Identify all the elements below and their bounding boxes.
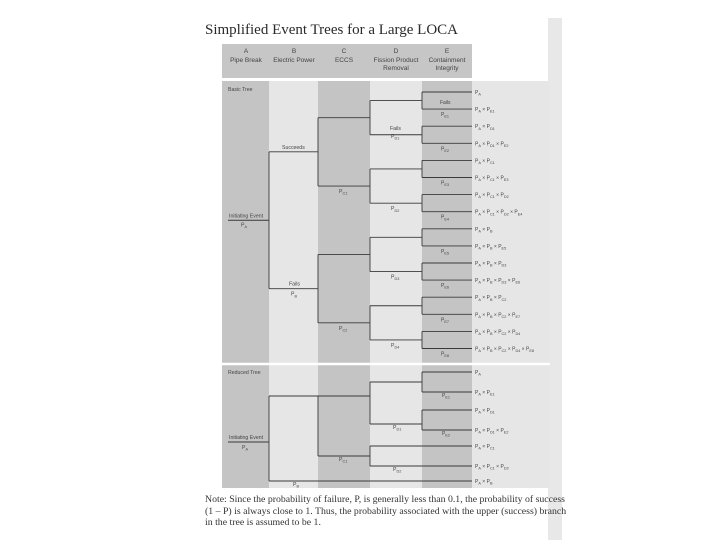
- column-name: Electric Power: [273, 57, 315, 64]
- fails-d-prob: $P_{D1}$: [391, 133, 400, 141]
- reduced-col-c-shade: [318, 364, 370, 488]
- outcome-label: $P_A \times P_B \times P_{D3}$: [475, 261, 507, 268]
- reduced-tree-label: Reduced Tree: [228, 370, 261, 376]
- e-prob-label: $P_{E6}$: [441, 283, 449, 290]
- reduced-col-e-shade: [422, 364, 472, 488]
- basic-col-a-shade: [222, 81, 269, 364]
- outcome-label: $P_A \times P_{E1}$: [475, 390, 495, 397]
- note-line-2: (1 – P) is always close to 1. Thus, the probability associated with the upper (success) branch: [205, 505, 567, 517]
- fails-d-label: Fails: [390, 125, 401, 132]
- outcome-label: $P_A \times P_B$: [475, 479, 493, 486]
- outcome-label: $P_A \times P_B \times P_{C2} \times P_{E7}$: [475, 312, 521, 319]
- column-name-line2: Removal: [383, 65, 409, 72]
- outcome-label: $P_A \times P_B \times P_{E5}$: [475, 243, 507, 251]
- fails-e-label: Fails: [440, 100, 451, 107]
- initiating-event-label: Initiating Event: [229, 213, 264, 220]
- outcome-label: $P_A \times P_{C1} \times P_{D2} \times P_{E4}$: [475, 209, 523, 217]
- c-prob-label: $P_{C2}$: [339, 325, 348, 333]
- column-letter: D: [393, 48, 399, 55]
- fails-prob: $P_B$: [291, 291, 298, 299]
- d-prob-label: $P_{D4}$: [391, 342, 400, 350]
- e-prob-label: $P_{E8}$: [441, 351, 449, 359]
- column-name: Fission Product: [373, 57, 419, 64]
- outcome-label: $P_A \times P_{C1} \times P_{D2}$: [475, 464, 509, 471]
- outcome-label: $P_A \times P_{C1} \times P_{E3}$: [475, 175, 509, 183]
- c-prob-label: $P_{C1}$: [339, 189, 348, 196]
- outcome-label: $P_A \times P_{D1}$: [475, 124, 495, 131]
- figure-title: Simplified Event Trees for a Large LOCA: [205, 22, 459, 38]
- column-name: ECCS: [334, 57, 354, 64]
- column-letter: B: [291, 48, 297, 55]
- outcome-label: $P_A \times P_{D1} \times P_{E2}$: [475, 141, 509, 148]
- outcome-label: $P_A \times P_{C1} \times P_{D2}$: [475, 192, 509, 200]
- column-letter: E: [444, 48, 450, 55]
- initiating-event-label: Initiating Event: [229, 435, 264, 441]
- outcome-label: $P_A \times P_{C1}$: [475, 158, 495, 165]
- initiating-prob: $P_A$: [242, 445, 249, 452]
- e-prob-label: $P_{E7}$: [441, 317, 449, 324]
- outcome-label: $P_A$: [475, 370, 481, 377]
- outcome-label: $P_A \times P_B \times P_{C2} \times P_{D4} \times P_{E8}$: [475, 346, 534, 354]
- e-prob-label: $P_{E5}$: [441, 248, 449, 256]
- outcome-label: $P_A \times P_B \times P_{C2}$: [475, 295, 507, 302]
- footnote: [205, 494, 565, 529]
- column-name: Containment: [428, 57, 466, 64]
- d-prob-label: $P_{D3}$: [391, 274, 400, 282]
- outcome-label: $P_A \times P_{C1}$: [475, 444, 495, 451]
- d-prob-label: $P_{D2}$: [393, 467, 402, 474]
- outcome-label: $P_A \times P_B \times P_{D3} \times P_{E6}$: [475, 278, 521, 285]
- basic-col-c-shade: [318, 81, 370, 364]
- outcome-label: $P_A$: [475, 90, 481, 97]
- e-prob-label: $P_{E3}$: [441, 180, 449, 188]
- d-prob-label: $P_{D2}$: [391, 206, 400, 213]
- e-prob-label: $P_{E1}$: [442, 393, 450, 400]
- basic-tree-panel: [222, 81, 550, 364]
- outcome-label: $P_A \times P_{E1}$: [475, 107, 495, 114]
- column-letter: A: [243, 48, 249, 55]
- basic-tree-label: Basic Tree: [228, 87, 253, 93]
- column-name-line2: Integrity: [435, 65, 459, 72]
- note-line-1: Note: Since the probability of failure, P, is generally less than 0.1, the probability of success: [205, 494, 565, 505]
- fails-e-prob: $P_{E1}$: [441, 112, 449, 119]
- d-prob-label: $P_{D1}$: [393, 425, 402, 432]
- e-prob-label: $P_{E2}$: [442, 431, 450, 438]
- note-line-3: in the tree is assumed to be 1.: [205, 517, 321, 528]
- reduced-col-a-shade: [222, 364, 269, 488]
- b-prob: $P_B$: [293, 482, 300, 489]
- outcome-label: $P_A \times P_B$: [475, 226, 493, 234]
- succeeds-label: Succeeds: [282, 144, 305, 151]
- fails-label: Fails: [289, 281, 300, 288]
- column-name: Pipe Break: [230, 57, 262, 64]
- e-prob-label: $P_{E2}$: [441, 146, 449, 153]
- outcome-label: $P_A \times P_{D1} \times P_{E2}$: [475, 428, 509, 435]
- e-prob-label: $P_{E4}$: [441, 214, 449, 222]
- outcome-label: $P_A \times P_B \times P_{C2} \times P_{D4}$: [475, 329, 521, 336]
- outcome-label: $P_A \times P_{D1}$: [475, 408, 495, 415]
- c-prob-label: $P_{C1}$: [339, 457, 348, 464]
- column-letter: C: [341, 48, 347, 55]
- initiating-prob: $P_A$: [241, 222, 248, 229]
